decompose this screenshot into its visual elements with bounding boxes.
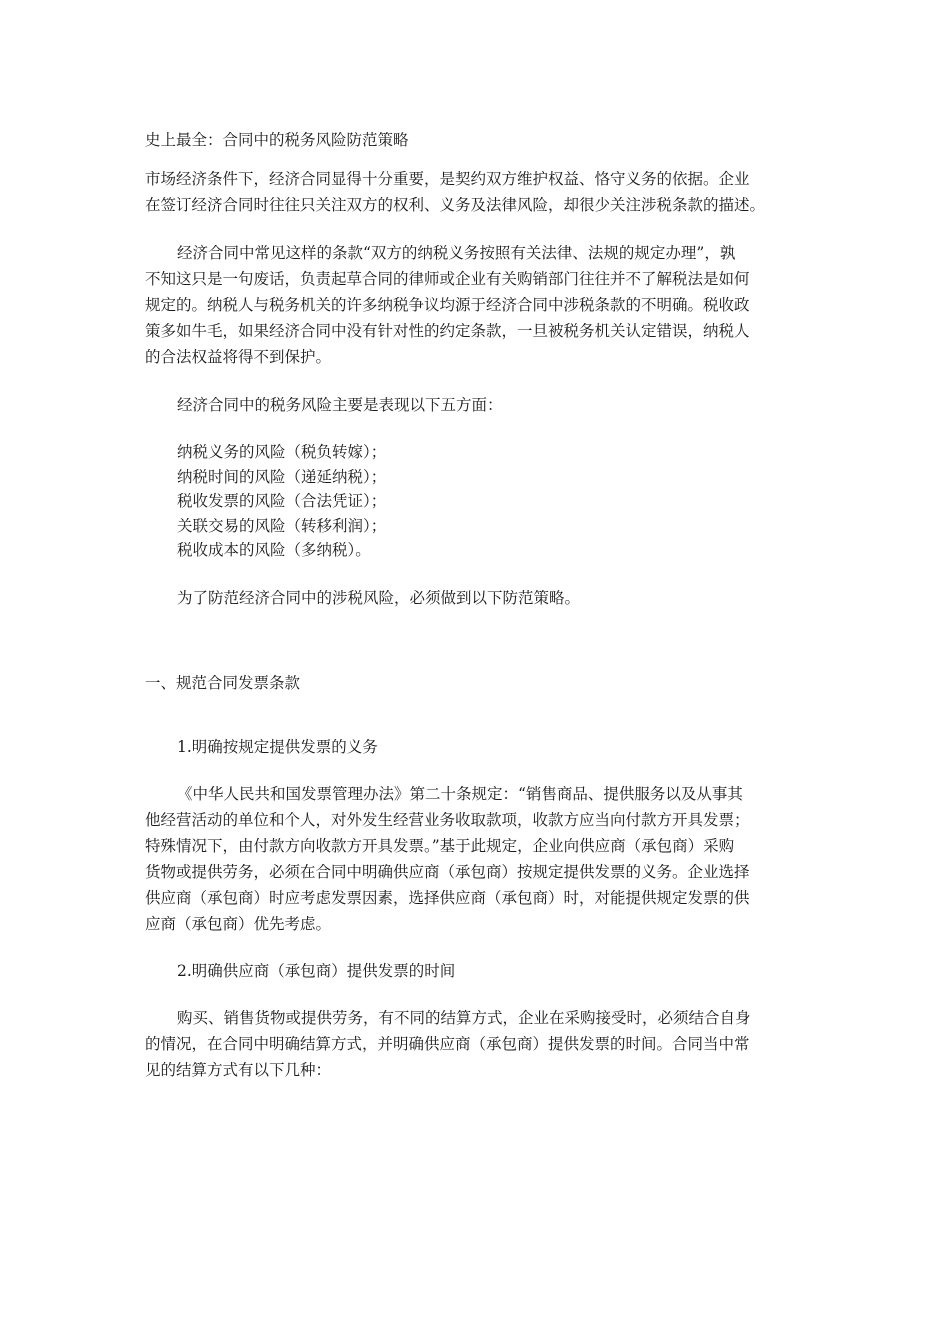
paragraph-line: 在签订经济合同时往往只关注双方的权利、义务及法律风险，却很少关注涉税条款的描述。 — [145, 196, 766, 214]
paragraph-line: 供应商（承包商）时应考虑发票因素，选择供应商（承包商）时，对能提供规定发票的供 — [145, 888, 750, 907]
risk-list — [145, 440, 805, 563]
paragraph-line: 购买、销售货物或提供劳务，有不同的结算方式，企业在采购接受时，必须结合自身 — [177, 1008, 751, 1027]
paragraph-line: 应商（承包商）优先考虑。 — [145, 914, 332, 933]
list-item: 税收成本的风险（多纳税）。 — [177, 541, 371, 559]
sub-heading-2: 2.明确供应商（承包商）提供发票的时间 — [177, 961, 456, 980]
section-heading: 一、规范合同发票条款 — [145, 673, 301, 692]
list-item: 纳税义务的风险（税负转嫁）； — [177, 443, 387, 461]
strategy-intro-paragraph — [145, 585, 805, 611]
invoice-rule-paragraph — [145, 781, 805, 937]
paragraph-line: 市场经济条件下，经济合同显得十分重要，是契约双方维护权益、恪守义务的依据。企业 — [145, 170, 750, 188]
settlement-paragraph — [145, 1005, 805, 1083]
contract-clause-paragraph — [145, 240, 805, 370]
paragraph-line: 策多如牛毛，如果经济合同中没有针对性的约定条款，一旦被税务机关认定错误，纳税人 — [145, 322, 750, 340]
list-item: 关联交易的风险（转移利润）； — [177, 516, 387, 535]
document-page — [145, 128, 805, 1105]
paragraph-line: 特殊情况下，由付款方向收款方开具发票。”基于此规定，企业向供应商（承包商）采购 — [145, 836, 735, 855]
paragraph-line: 的合法权益将得不到保护。 — [145, 348, 332, 366]
paragraph-line: 为了防范经济合同中的涉税风险，必须做到以下防范策略。 — [177, 588, 581, 607]
paragraph-line: 货物或提供劳务，必须在合同中明确供应商（承包商）按规定提供发票的义务。企业选择 — [145, 862, 750, 881]
paragraph-line: 经济合同中常见这样的条款“双方的纳税义务按照有关法律、法规的规定办理”，孰 — [177, 244, 736, 262]
list-item: 税收发票的风险（合法凭证）； — [177, 492, 387, 510]
list-item: 纳税时间的风险（递延纳税）； — [177, 467, 387, 486]
sub-heading-1: 1.明确按规定提供发票的义务 — [177, 737, 378, 756]
document-title: 史上最全：合同中的税务风险防范策略 — [145, 131, 409, 149]
risk-intro-paragraph — [145, 392, 805, 418]
paragraph-line: 他经营活动的单位和个人，对外发生经营业务收取款项，收款方应当向付款方开具发票； — [145, 810, 750, 829]
paragraph-line: 《中华人民共和国发票管理办法》第二十条规定：“销售商品、提供服务以及从事其 — [177, 784, 743, 803]
paragraph-line: 规定的。纳税人与税务机关的许多纳税争议均源于经济合同中涉税条款的不明确。税收政 — [145, 296, 750, 314]
paragraph-line: 的情况，在合同中明确结算方式，并明确供应商（承包商）提供发票的时间。合同当中常 — [145, 1034, 750, 1053]
paragraph-line: 不知这只是一句废话，负责起草合同的律师或企业有关购销部门往往并不了解税法是如何 — [145, 270, 750, 288]
intro-paragraph — [145, 166, 805, 218]
paragraph-line: 见的结算方式有以下几种： — [145, 1060, 332, 1079]
paragraph-line: 经济合同中的税务风险主要是表现以下五方面： — [177, 396, 503, 414]
